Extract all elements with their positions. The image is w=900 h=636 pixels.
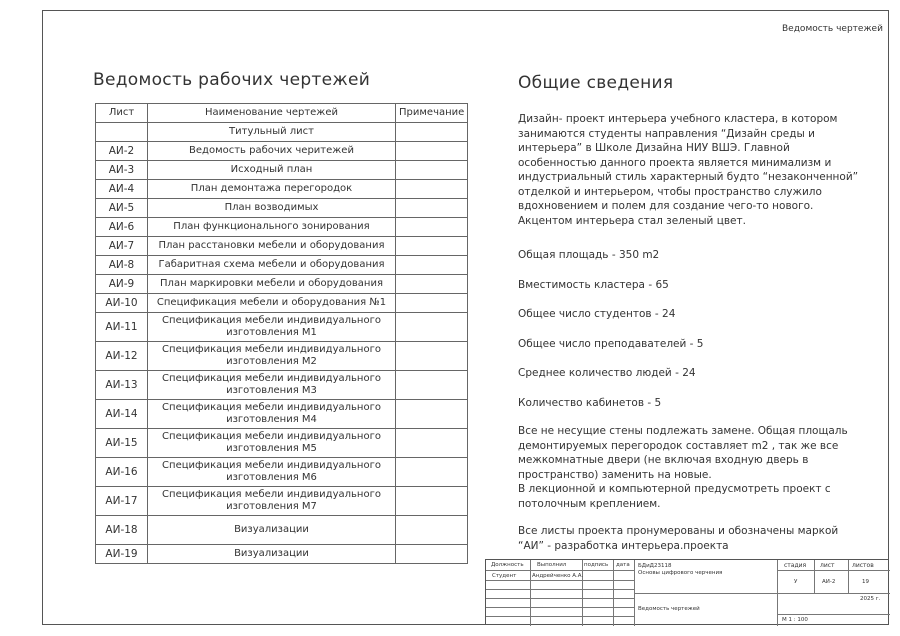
table-row [96,371,468,400]
drawing-note [396,516,468,545]
drawing-note [396,218,468,237]
sheet-number: АИ-12 [96,342,148,371]
stamp-signature-label: подпись [584,562,609,568]
drawing-note [396,275,468,294]
info-sheets-note: Все листы проекта пронумерованы и обозначены маркой “АИ” - разработка интерьера.проекта [518,525,839,552]
stamp-scale: М 1 : 100 [782,617,808,623]
drawing-name: Исходный план [148,161,396,180]
table-row [96,199,468,218]
table-row [96,429,468,458]
stamp-sheets-value: 19 [862,579,869,585]
stamp-sheet-label: лист [820,562,835,569]
drawing-note [396,237,468,256]
info-walls-note: Все не несущие стены подлежать замене. Общая площаль демонтируемых перегородок составляет m2 , так же все межкомнатные двери (не включая входную дверь в пространство) заменить на новые. В лекционной и компьютерной предусмотреть проект с потолочным креплением. [518,425,848,510]
drawing-name: Спецификация мебели индивидуального изготовления М5 [148,429,396,458]
drawing-name: Ведомость рабочих черитежей [148,142,396,161]
column-header-sheet: Лист [96,104,148,123]
info-average-people: Среднее количество людей - 24 [518,367,696,379]
drawing-name: Габаритная схема мебели и оборудования [148,256,396,275]
stamp-year: 2025 г. [860,596,881,602]
sheet-header-label: Ведомость чертежей [782,24,883,34]
drawing-name: Спецификация мебели индивидуального изготовления М7 [148,487,396,516]
info-students: Общее число студентов - 24 [518,308,676,320]
sheet-number: АИ-19 [96,545,148,564]
sheet-number [96,123,148,142]
drawing-note [396,487,468,516]
info-teachers: Общее число преподавателей - 5 [518,337,704,350]
sheet-number: АИ-9 [96,275,148,294]
column-header-name: Наименование чертежей [148,104,396,123]
sheet-number: АИ-8 [96,256,148,275]
stamp-position-label: Должность [491,562,524,568]
sheet-number: АИ-2 [96,142,148,161]
drawing-name: Спецификация мебели индивидуального изготовления М2 [148,342,396,371]
sheet-number: АИ-6 [96,218,148,237]
drawing-note [396,161,468,180]
sheet-number: АИ-18 [96,516,148,545]
title-block [485,559,889,625]
general-info-title: Общие сведения [518,73,674,93]
sheet-number: АИ-11 [96,313,148,342]
table-row [96,313,468,342]
stamp-position-value: Студент [492,573,517,579]
drawing-note [396,313,468,342]
drawing-name: Визуализации [148,545,396,564]
sheet-number: АИ-14 [96,400,148,429]
drawing-note [396,180,468,199]
drawing-name: План демонтажа перегородок [148,180,396,199]
drawing-note [396,342,468,371]
drawings-table [95,103,468,564]
stamp-date-label: дата [616,562,630,568]
drawing-name: План расстановки мебели и оборудования [148,237,396,256]
table-row [96,180,468,199]
drawing-name: План маркировки мебели и оборудования [148,275,396,294]
table-row [96,458,468,487]
drawing-name: Титульный лист [148,123,396,142]
stamp-stage-value: У [794,579,798,585]
drawings-list-title: Ведомость рабочих чертежей [93,70,371,90]
table-row [96,294,468,313]
sheet-number: АИ-3 [96,161,148,180]
table-row [96,275,468,294]
drawing-note [396,256,468,275]
drawing-note [396,545,468,564]
stamp-sheets-label: листов [852,562,874,569]
sheet-number: АИ-10 [96,294,148,313]
table-row [96,237,468,256]
drawing-note [396,400,468,429]
stamp-sheet-value: АИ-2 [822,579,836,585]
table-row [96,218,468,237]
drawing-name: Визуализации [148,516,396,545]
table-row [96,400,468,429]
table-row [96,161,468,180]
stamp-performed-label: Выполнил [537,562,567,568]
drawing-note [396,458,468,487]
drawing-name: Спецификация мебели индивидуального изготовления М3 [148,371,396,400]
table-row [96,342,468,371]
table-row [96,516,468,545]
stamp-course: Основы цифрового черчения [638,570,723,576]
sheet-number: АИ-4 [96,180,148,199]
drawing-note [396,371,468,400]
sheet-number: АИ-7 [96,237,148,256]
info-total-area: Общая площадь - 350 m2 [518,249,660,261]
table-row [96,487,468,516]
stamp-performer-value: Андрейченко А.А. [532,573,584,579]
drawing-name: План функционального зонирования [148,218,396,237]
sheet-number: АИ-13 [96,371,148,400]
stamp-code: БДиД23118 [638,563,672,569]
info-description: Дизайн- проект интерьера учебного кластера, в котором занимаются студенты направления “Дизайн среды и интерьера” в Школе Дизайна НИУ ВШЭ. Главной особенностью данного проекта является минимализм и индустриальный стиль характерный будто “незаконченной” отделкой и интерьером, чтобы пространство служило вдохновением и полем для создание чего-то нового. Акцентом интерьера стал зеленый цвет. [518,113,859,227]
table-row [96,123,468,142]
drawing-name: Спецификация мебели индивидуального изготовления М1 [148,313,396,342]
table-row [96,545,468,564]
general-info-text [518,112,863,553]
sheet-number: АИ-15 [96,429,148,458]
drawing-name: Спецификация мебели индивидуального изготовления М4 [148,400,396,429]
drawing-note [396,142,468,161]
drawing-name: Спецификация мебели и оборудования №1 [148,294,396,313]
table-row [96,142,468,161]
stamp-stage-label: стадия [784,562,807,569]
sheet-number: АИ-5 [96,199,148,218]
table-header-row [96,104,468,123]
drawing-note [396,123,468,142]
info-rooms: Количество кабинетов - 5 [518,396,662,409]
info-capacity: Вместимость кластера - 65 [518,278,669,291]
drawing-note [396,199,468,218]
drawing-name: План возводимых [148,199,396,218]
table-row [96,256,468,275]
drawing-note [396,294,468,313]
drawing-note [396,429,468,458]
sheet-number: АИ-16 [96,458,148,487]
sheet-number: АИ-17 [96,487,148,516]
stamp-sheet-title: Ведомость чертежей [638,606,700,612]
column-header-note: Примечание [396,104,468,123]
drawing-name: Спецификация мебели индивидуального изготовления М6 [148,458,396,487]
